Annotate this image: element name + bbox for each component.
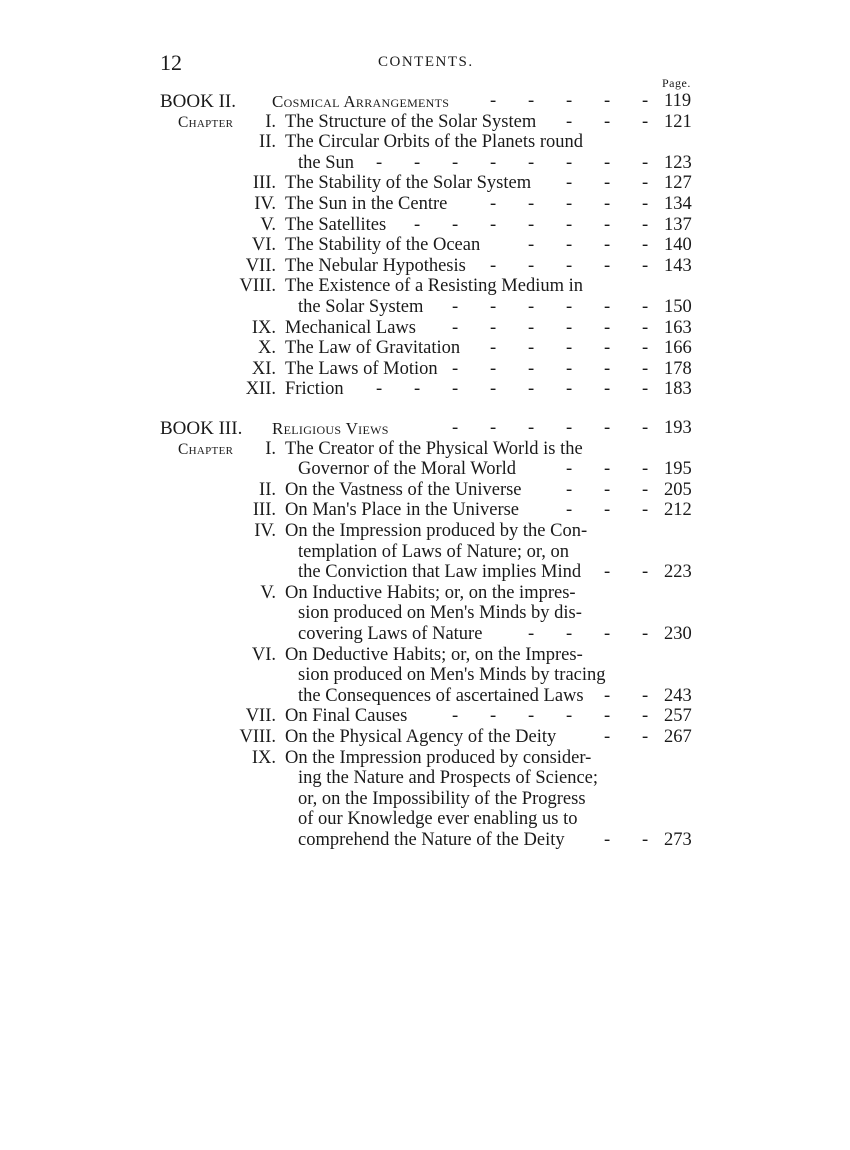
leader-dash: - — [566, 317, 573, 338]
leader-dash: - — [566, 379, 573, 400]
leader-dash: - — [452, 358, 459, 379]
toc-entry-line — [0, 706, 850, 727]
leader-dash: - — [452, 317, 459, 338]
chapter-numeral: V. — [260, 214, 276, 235]
leader-dash: - — [528, 91, 535, 111]
leader-dash: - — [414, 152, 421, 173]
leader-dash: - — [528, 358, 535, 379]
leader-dash: - — [642, 459, 649, 480]
leader-dash: - — [604, 358, 611, 379]
leader-dash: - — [376, 152, 383, 173]
chapter-title: The Nebular Hypothesis — [285, 255, 466, 276]
chapter-title-continuation: of our Knowledge ever enabling us to — [298, 809, 578, 830]
leader-dash: - — [642, 418, 649, 438]
page-ref: 257 — [664, 706, 692, 727]
chapter-numeral: III. — [252, 173, 276, 194]
toc-entry-line — [0, 379, 850, 400]
toc-entry-line — [0, 624, 850, 645]
leader-dash: - — [414, 214, 421, 235]
leader-dash: - — [490, 297, 497, 317]
leader-dash: - — [604, 562, 611, 583]
toc-entry-line — [0, 645, 850, 666]
leader-dash: - — [566, 173, 573, 194]
chapter-title: The Stability of the Ocean — [285, 235, 481, 256]
leader-dash: - — [642, 830, 649, 850]
toc-entry-line — [0, 297, 850, 318]
leader-dash: - — [528, 235, 535, 256]
leader-dash: - — [528, 194, 535, 214]
chapter-title: The Existence of a Resisting Medium in — [285, 276, 583, 297]
page-column-label: Page. — [662, 76, 691, 90]
leader-dash: - — [642, 317, 649, 338]
chapter-title: The Circular Orbits of the Planets round — [285, 132, 583, 153]
leader-dash: - — [642, 111, 649, 132]
leader-dash: - — [642, 91, 649, 111]
chapter-title: The Creator of the Physical World is the — [285, 438, 583, 459]
toc-entry-line — [0, 153, 850, 174]
toc-entry-line — [0, 194, 850, 215]
toc-entry-line — [0, 809, 850, 830]
chapter-title: On Inductive Habits; or, on the impres- — [285, 582, 576, 603]
book-title: Religious Views — [272, 419, 389, 438]
book-title: Cosmical Arrangements — [272, 92, 450, 111]
leader-dash: - — [490, 91, 497, 111]
chapter-numeral: IX. — [251, 747, 276, 768]
chapter-title-continuation: Governor of the Moral World — [298, 459, 517, 480]
leader-dash: - — [528, 214, 535, 235]
leader-dash: - — [528, 379, 535, 400]
chapter-numeral: X. — [258, 338, 276, 359]
leader-dash: - — [642, 152, 649, 173]
toc-entry-line — [0, 439, 850, 460]
leader-dash: - — [642, 358, 649, 379]
chapter-numeral: I. — [265, 438, 276, 459]
toc-entry-line — [0, 665, 850, 686]
chapter-title: The Stability of the Solar System — [285, 173, 532, 194]
chapter-title-continuation: the Sun — [298, 152, 355, 173]
leader-dash: - — [490, 379, 497, 400]
chapter-title-continuation: or, on the Impossibility of the Progress — [298, 788, 586, 809]
toc-entry-line — [0, 686, 850, 707]
leader-dash: - — [566, 111, 573, 132]
leader-dash: - — [566, 255, 573, 276]
chapter-title-continuation: the Consequences of ascertained Laws — [298, 685, 584, 706]
chapter-prefix: Chapter — [178, 440, 234, 458]
page-ref: 205 — [664, 479, 692, 500]
leader-dash: - — [566, 624, 573, 644]
chapter-title-continuation: ing the Nature and Prospects of Science; — [298, 768, 599, 789]
chapter-title: On Final Causes — [285, 706, 408, 727]
leader-dash: - — [604, 111, 611, 132]
chapter-title: The Satellites — [285, 214, 387, 235]
page-ref: 195 — [664, 459, 692, 480]
leader-dash: - — [604, 338, 611, 359]
leader-dash: - — [604, 317, 611, 338]
leader-dash: - — [566, 358, 573, 379]
leader-dash: - — [528, 255, 535, 276]
page-ref: 123 — [664, 152, 692, 173]
toc-entry-line — [0, 338, 850, 359]
toc-entry-line — [0, 235, 850, 256]
page-ref: 143 — [664, 255, 692, 276]
chapter-title-continuation: the Solar System — [298, 297, 424, 317]
leader-dash: - — [490, 194, 497, 214]
chapter-title-continuation: sion produced on Men's Minds by tracing — [298, 665, 606, 686]
toc-entry-line — [0, 173, 850, 194]
chapter-numeral: VII. — [245, 255, 276, 276]
chapter-title-continuation: templation of Laws of Nature; or, on — [298, 541, 570, 562]
page-ref: 140 — [664, 235, 692, 256]
leader-dash: - — [566, 194, 573, 214]
toc-entry-line — [0, 359, 850, 380]
leader-dash: - — [452, 706, 459, 727]
leader-dash: - — [604, 727, 611, 747]
leader-dash: - — [642, 194, 649, 214]
leader-dash: - — [566, 152, 573, 173]
toc-entry-line — [0, 562, 850, 583]
page-ref: 137 — [664, 214, 692, 235]
book-label: BOOK III. — [160, 418, 243, 439]
leader-dash: - — [490, 214, 497, 235]
leader-dash: - — [414, 379, 421, 400]
leader-dash: - — [642, 338, 649, 359]
page-ref: 134 — [664, 194, 692, 214]
page-ref: 178 — [664, 358, 692, 379]
leader-dash: - — [566, 418, 573, 438]
chapter-numeral: III. — [252, 500, 276, 521]
chapter-title: The Laws of Motion — [285, 358, 438, 379]
page-ref: 119 — [664, 91, 692, 111]
page-ref: 183 — [664, 379, 692, 400]
leader-dash: - — [642, 235, 649, 256]
page-ref: 243 — [664, 685, 692, 706]
leader-dash: - — [528, 317, 535, 338]
leader-dash: - — [642, 379, 649, 400]
leader-dash: - — [642, 479, 649, 500]
chapter-numeral: XI. — [251, 358, 276, 379]
leader-dash: - — [452, 214, 459, 235]
page-ref: 150 — [664, 297, 692, 317]
leader-dash: - — [604, 685, 611, 706]
leader-dash: - — [528, 297, 535, 317]
chapter-title: On the Vastness of the Universe — [285, 479, 522, 500]
leader-dash: - — [566, 500, 573, 521]
chapter-title-continuation: covering Laws of Nature — [298, 624, 483, 644]
leader-dash: - — [604, 91, 611, 111]
toc-entry-line — [0, 459, 850, 480]
book-heading-row — [0, 91, 850, 112]
toc-entry-line — [0, 521, 850, 542]
chapter-numeral: VII. — [245, 706, 276, 727]
toc-entry-line — [0, 542, 850, 563]
leader-dash: - — [642, 500, 649, 521]
chapter-numeral: XII. — [245, 379, 276, 400]
leader-dash: - — [604, 830, 611, 850]
leader-dash: - — [490, 358, 497, 379]
toc-entry-line — [0, 215, 850, 236]
leader-dash: - — [604, 173, 611, 194]
toc-entry-line — [0, 727, 850, 748]
chapter-numeral: I. — [265, 111, 276, 132]
leader-dash: - — [604, 214, 611, 235]
chapter-numeral: VIII. — [239, 727, 276, 747]
leader-dash: - — [604, 500, 611, 521]
chapter-title: Friction — [285, 379, 344, 400]
leader-dash: - — [528, 706, 535, 727]
leader-dash: - — [566, 459, 573, 480]
leader-dash: - — [376, 379, 383, 400]
page-ref: 273 — [664, 830, 692, 850]
leader-dash: - — [490, 152, 497, 173]
page-ref: 223 — [664, 562, 692, 583]
chapter-title: On Deductive Habits; or, on the Impres- — [285, 644, 583, 665]
toc-entry-line — [0, 480, 850, 501]
leader-dash: - — [604, 235, 611, 256]
chapter-prefix: Chapter — [178, 113, 234, 131]
chapter-numeral: II. — [259, 479, 276, 500]
leader-dash: - — [604, 255, 611, 276]
leader-dash: - — [452, 297, 459, 317]
toc-entry-line — [0, 603, 850, 624]
page-ref: 267 — [664, 727, 692, 747]
leader-dash: - — [566, 235, 573, 256]
leader-dash: - — [642, 706, 649, 727]
leader-dash: - — [528, 152, 535, 173]
leader-dash: - — [604, 479, 611, 500]
leader-dash: - — [604, 418, 611, 438]
chapter-numeral: VI. — [251, 644, 276, 665]
page-ref: 193 — [664, 418, 692, 438]
leader-dash: - — [604, 194, 611, 214]
toc-entry-line — [0, 132, 850, 153]
chapter-numeral: VI. — [251, 235, 276, 256]
book-label: BOOK II. — [160, 91, 236, 112]
chapter-title: On the Physical Agency of the Deity — [285, 727, 557, 747]
leader-dash: - — [566, 91, 573, 111]
toc-entry-line — [0, 830, 850, 851]
chapter-title: On Man's Place in the Universe — [285, 500, 520, 521]
chapter-title: The Sun in the Centre — [285, 194, 448, 214]
leader-dash: - — [566, 338, 573, 359]
leader-dash: - — [452, 418, 459, 438]
leader-dash: - — [642, 562, 649, 583]
chapter-numeral: IV. — [254, 194, 276, 214]
leader-dash: - — [604, 297, 611, 317]
leader-dash: - — [566, 297, 573, 317]
leader-dash: - — [642, 297, 649, 317]
page-ref: 163 — [664, 317, 692, 338]
toc-entry-line — [0, 748, 850, 769]
chapter-title: The Structure of the Solar System — [285, 111, 537, 132]
page-number: 12 — [160, 50, 182, 75]
page-ref: 127 — [664, 173, 692, 194]
chapter-title-continuation: the Conviction that Law implies Mind — [298, 562, 582, 583]
chapter-title-continuation: comprehend the Nature of the Deity — [298, 830, 565, 850]
leader-dash: - — [642, 214, 649, 235]
page-ref: 230 — [664, 624, 692, 644]
chapter-numeral: II. — [259, 132, 276, 153]
toc-entry-line — [0, 583, 850, 604]
leader-dash: - — [566, 479, 573, 500]
page-ref: 212 — [664, 500, 692, 521]
toc-entry-line — [0, 276, 850, 297]
leader-dash: - — [528, 624, 535, 644]
leader-dash: - — [452, 152, 459, 173]
page-ref: 121 — [664, 111, 692, 132]
page-ref: 166 — [664, 338, 692, 359]
leader-dash: - — [604, 706, 611, 727]
leader-dash: - — [528, 338, 535, 359]
toc-entry-line — [0, 256, 850, 277]
leader-dash: - — [490, 418, 497, 438]
leader-dash: - — [528, 418, 535, 438]
leader-dash: - — [452, 379, 459, 400]
leader-dash: - — [642, 173, 649, 194]
chapter-numeral: VIII. — [239, 276, 276, 297]
leader-dash: - — [490, 706, 497, 727]
leader-dash: - — [490, 338, 497, 359]
leader-dash: - — [604, 152, 611, 173]
toc-entry-line — [0, 112, 850, 133]
chapter-numeral: IX. — [251, 317, 276, 338]
leader-dash: - — [566, 706, 573, 727]
leader-dash: - — [490, 317, 497, 338]
toc-entry-line — [0, 318, 850, 339]
chapter-title: On the Impression produced by the Con- — [285, 521, 588, 541]
chapter-title: On the Impression produced by consider- — [285, 747, 592, 768]
leader-dash: - — [642, 727, 649, 747]
chapter-numeral: IV. — [254, 521, 276, 541]
leader-dash: - — [604, 624, 611, 644]
book-heading-row — [0, 418, 850, 439]
toc-entry-line — [0, 789, 850, 810]
toc-entry-line — [0, 768, 850, 789]
leader-dash: - — [604, 379, 611, 400]
running-head: CONTENTS. — [378, 54, 474, 70]
chapter-title: Mechanical Laws — [285, 317, 416, 338]
leader-dash: - — [490, 255, 497, 276]
toc-entry-line — [0, 500, 850, 521]
leader-dash: - — [642, 255, 649, 276]
leader-dash: - — [604, 459, 611, 480]
leader-dash: - — [642, 685, 649, 706]
chapter-title-continuation: sion produced on Men's Minds by dis- — [298, 603, 582, 624]
chapter-title: The Law of Gravitation — [285, 338, 461, 359]
chapter-numeral: V. — [260, 582, 276, 603]
leader-dash: - — [566, 214, 573, 235]
leader-dash: - — [642, 624, 649, 644]
